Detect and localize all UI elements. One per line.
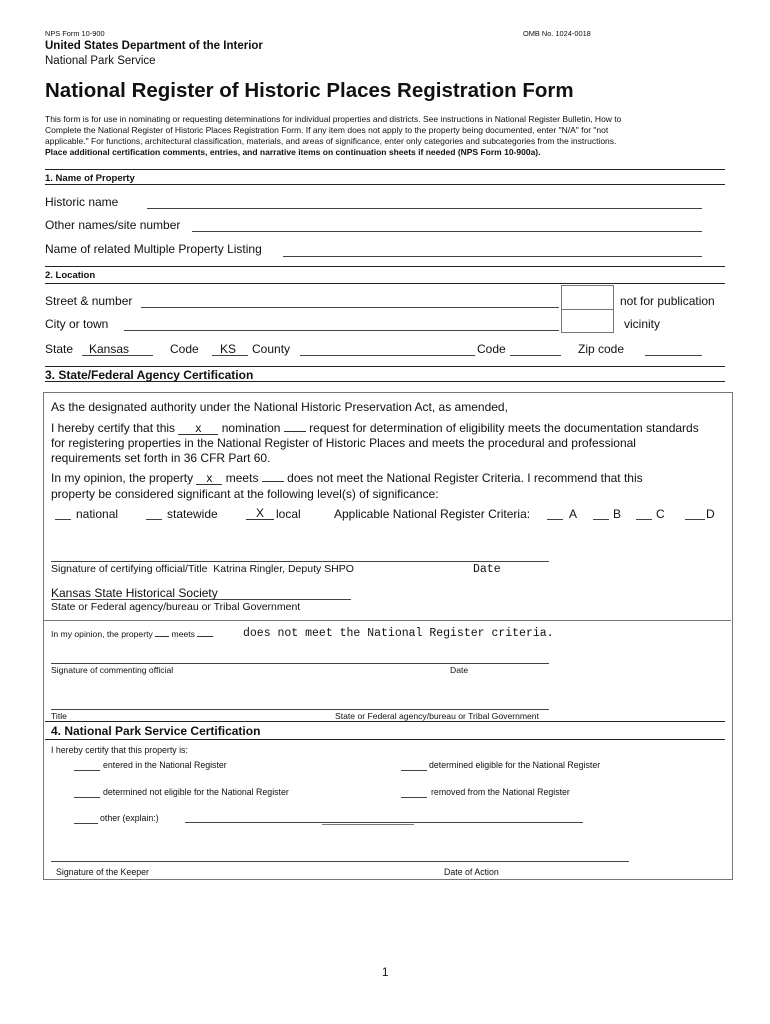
- department: United States Department of the Interior: [45, 40, 263, 52]
- county-code-label: Code: [477, 342, 506, 356]
- page-number: 1: [382, 967, 389, 979]
- criteria-b-mark[interactable]: [593, 519, 609, 520]
- entered-mark[interactable]: [74, 770, 100, 771]
- intro-line-1: This form is for use in nominating or requesting determinations for individual properties and districts. See instructions in National Register Bulletin, How to: [45, 114, 622, 124]
- county-field[interactable]: [300, 355, 475, 356]
- criteria-d-label: D: [706, 507, 715, 521]
- removed-mark[interactable]: [401, 797, 427, 798]
- removed-label: removed from the National Register: [431, 787, 570, 797]
- agency-label: State or Federal agency/bureau or Tribal Government: [51, 601, 301, 613]
- commenting-signature-line[interactable]: [51, 663, 549, 664]
- form-id: NPS Form 10-900: [45, 29, 105, 38]
- criteria-a-label: A: [569, 507, 578, 521]
- service: National Park Service: [45, 55, 156, 67]
- nomination-mark[interactable]: x: [178, 423, 218, 435]
- national-mark[interactable]: [55, 519, 71, 520]
- zip-field[interactable]: [645, 355, 702, 356]
- determined-eligible-label: determined eligible for the National Register: [429, 760, 601, 770]
- vicinity-label: vicinity: [624, 317, 661, 331]
- keeper-signature-line[interactable]: [51, 861, 629, 862]
- intro-line-2: Complete the National Register of Historic Places Registration Form. If any item does not apply to the property being documented, enter "N/A" for "not: [45, 125, 609, 135]
- not-eligible-mark[interactable]: [74, 797, 100, 798]
- authority-text: As the designated authority under the National Historic Preservation Act, as amended,: [51, 400, 508, 414]
- comment-not-meet-mark[interactable]: [197, 629, 213, 637]
- certify-line-3: requirements set forth in 36 CFR Part 60.: [51, 451, 271, 465]
- mpl-label: Name of related Multiple Property Listing: [45, 242, 262, 256]
- state-label: State: [45, 342, 74, 356]
- vicinity-checkbox[interactable]: [561, 309, 614, 333]
- other-names-label: Other names/site number: [45, 218, 181, 232]
- section-3-heading: 3. State/Federal Agency Certification: [45, 368, 254, 382]
- comment-meets-mark[interactable]: [155, 629, 169, 637]
- intro-line-4: Place additional certification comments, entries, and narrative items on continuation sheets if needed (NPS Form 10-900a).: [45, 147, 541, 157]
- does-not-meet-mark[interactable]: [262, 472, 284, 482]
- criteria-a-mark[interactable]: [547, 519, 563, 520]
- keeper-signature-label: Signature of the Keeper: [56, 867, 149, 877]
- agency-value[interactable]: Kansas State Historical Society: [51, 586, 218, 600]
- section-2-heading: 2. Location: [45, 270, 96, 281]
- page-title: National Register of Historic Places Registration Form: [45, 79, 574, 102]
- criteria-c-label: C: [656, 507, 665, 521]
- certify-line-2: for registering properties in the National Register of Historic Places and meets the procedural and professional: [51, 436, 636, 450]
- zip-label: Zip code: [578, 342, 625, 356]
- criteria-d-mark[interactable]: [685, 519, 705, 520]
- certifying-date-label: Date: [473, 563, 501, 576]
- commenting-signature-label: Signature of commenting official: [51, 665, 174, 675]
- state-value[interactable]: Kansas: [89, 342, 130, 356]
- not-for-publication-checkbox[interactable]: [561, 285, 614, 310]
- statewide-label: statewide: [167, 507, 218, 521]
- not-eligible-label: determined not eligible for the National Register: [103, 787, 289, 797]
- certifying-signature-label: Signature of certifying official/Title Katrina Ringler, Deputy SHPO: [51, 563, 354, 575]
- section-1-heading: 1. Name of Property: [45, 173, 135, 184]
- city-field[interactable]: [124, 330, 559, 331]
- certifying-official-name: Katrina Ringler, Deputy SHPO: [213, 563, 354, 575]
- entered-label: entered in the National Register: [103, 760, 227, 770]
- date-of-action-label: Date of Action: [444, 867, 499, 877]
- nps-certify-intro: I hereby certify that this property is:: [51, 745, 188, 755]
- omb-number: OMB No. 1024-0018: [523, 29, 591, 38]
- not-for-publication-label: not for publication: [620, 294, 715, 308]
- intro-line-3: applicable." For functions, architectural classification, materials, and areas of significance, enter only categories and subcategories from the instructions.: [45, 136, 617, 146]
- other-explain-field[interactable]: [185, 822, 583, 823]
- mpl-field[interactable]: [283, 256, 702, 257]
- street-field[interactable]: [141, 307, 559, 308]
- other-mark[interactable]: [74, 823, 98, 824]
- opinion-line-1: In my opinion, the property x meets does not meet the National Register Criteria. I recommend that this: [51, 471, 643, 485]
- section-4-heading: 4. National Park Service Certification: [51, 724, 261, 738]
- certifying-signature-line[interactable]: [51, 561, 549, 562]
- title-line[interactable]: [51, 709, 549, 710]
- statewide-mark[interactable]: [146, 519, 162, 520]
- code-label: Code: [170, 342, 199, 356]
- street-label: Street & number: [45, 294, 133, 308]
- other-names-field[interactable]: [192, 231, 702, 232]
- meets-mark[interactable]: x: [196, 473, 222, 485]
- criteria-b-label: B: [613, 507, 622, 521]
- county-label: County: [252, 342, 291, 356]
- city-label: City or town: [45, 317, 109, 331]
- certify-line-1: I hereby certify that this x nomination request for determination of eligibility meets the documentation standards: [51, 421, 699, 435]
- comment-not-meet-text: does not meet the National Register criteria.: [243, 627, 554, 640]
- title-label: Title: [51, 711, 67, 721]
- code-value[interactable]: KS: [220, 342, 237, 356]
- local-mark[interactable]: X: [246, 507, 274, 520]
- request-mark[interactable]: [284, 422, 306, 432]
- other-label: other (explain:): [100, 813, 159, 823]
- local-label: local: [276, 507, 301, 521]
- criteria-c-mark[interactable]: [636, 519, 652, 520]
- national-label: national: [76, 507, 119, 521]
- determined-eligible-mark[interactable]: [401, 770, 427, 771]
- opinion-line-2: property be considered significant at the following level(s) of significance:: [51, 487, 439, 501]
- commenting-date-label: Date: [450, 665, 469, 675]
- historic-name-label: Historic name: [45, 195, 119, 209]
- criteria-label: Applicable National Register Criteria:: [334, 507, 531, 521]
- historic-name-field[interactable]: [147, 208, 702, 209]
- county-code-field[interactable]: [510, 355, 561, 356]
- title-agency-label: State or Federal agency/bureau or Tribal Government: [335, 711, 539, 721]
- comment-opinion: In my opinion, the property meets: [51, 629, 213, 639]
